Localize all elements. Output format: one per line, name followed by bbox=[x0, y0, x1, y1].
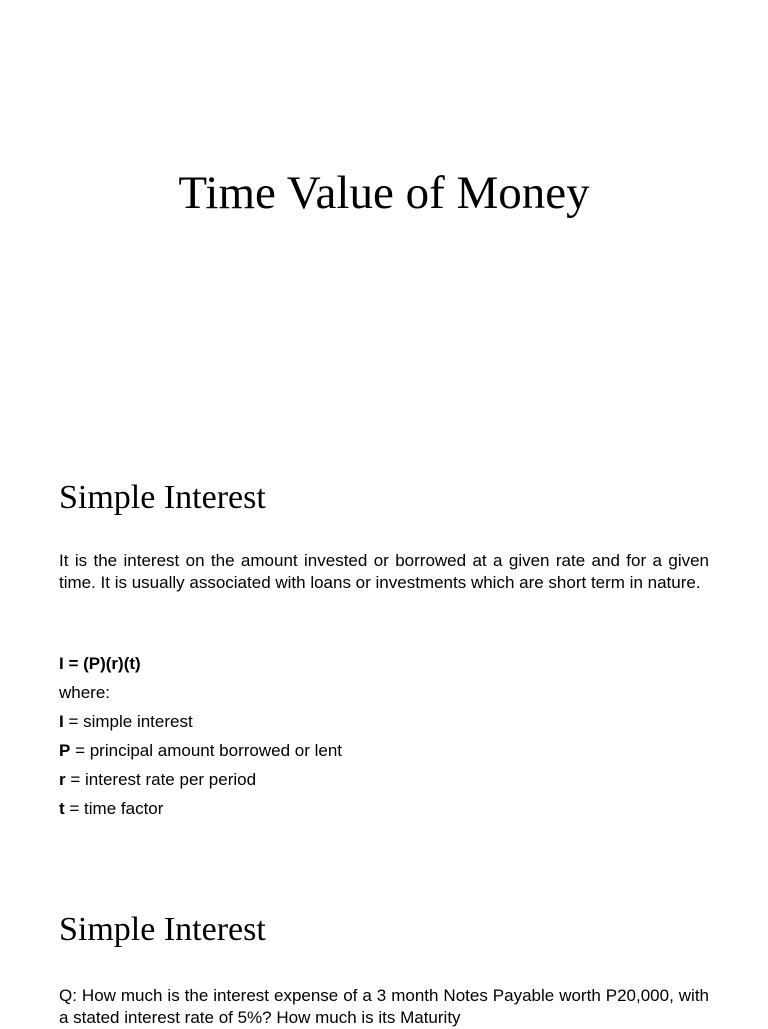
definition-symbol: r bbox=[59, 770, 66, 789]
page-title: Time Value of Money bbox=[178, 167, 590, 219]
definition-text: = interest rate per period bbox=[65, 770, 257, 789]
where-label: where: bbox=[59, 683, 111, 702]
definition-paragraph: It is the interest on the amount invested or borrowed at a given rate and for a given time. It is usually associated with loans or investments which are short term in nature. bbox=[59, 551, 709, 592]
definition-symbol: t bbox=[59, 799, 65, 818]
definition-item bbox=[59, 707, 342, 736]
definition-item bbox=[59, 794, 342, 823]
definition-text: = simple interest bbox=[63, 712, 193, 731]
title-slide bbox=[0, 0, 768, 300]
definition-text: = time factor bbox=[64, 799, 164, 818]
question-paragraph: Q: How much is the interest expense of a 3 month Notes Payable worth P20,000, with a stated interest rate of 5%? How much is its Maturity bbox=[59, 986, 709, 1027]
definition-item bbox=[59, 736, 342, 765]
formula-block bbox=[59, 649, 342, 823]
definition-symbol: I bbox=[59, 712, 64, 731]
definition-symbol: P bbox=[59, 741, 71, 760]
formula bbox=[59, 649, 342, 678]
section-heading: Simple Interest bbox=[59, 911, 266, 948]
formula-text: I = (P)(r)(t) bbox=[59, 654, 141, 673]
definition-item bbox=[59, 765, 342, 794]
section-heading: Simple Interest bbox=[59, 479, 266, 516]
definition-text: = principal amount borrowed or lent bbox=[70, 741, 343, 760]
